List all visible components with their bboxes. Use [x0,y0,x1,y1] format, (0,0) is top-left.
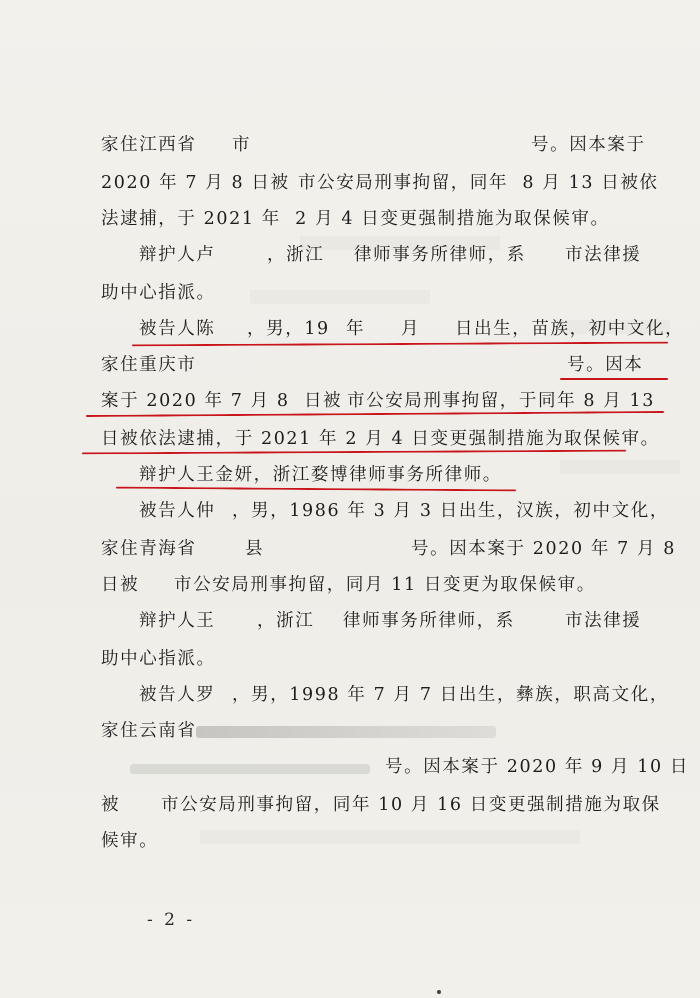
red-underline [82,450,626,455]
text-segment: 家住云南省 [101,721,197,741]
text-segment: 案于 2020 年 7 月 8 日被 [101,391,343,411]
text-segment: 市公安局刑事拘留，同月 11 日变更为取保候审。 [174,575,596,595]
body-line-9 [101,428,660,450]
body-line-20 [101,830,158,852]
text-segment: 律师事务所律师，系 [343,611,515,631]
text-segment: 市公安局刑事拘留，同年 8 月 13 日被依 [298,173,659,193]
text-segment: 被 [101,795,121,815]
text-segment: 辩护人王 [139,611,216,631]
text-segment: 市法律援 [565,245,642,265]
text-segment: 号。因本案于 [531,135,646,155]
text-segment: 律师事务所律师，系 [354,245,526,265]
text-segment: 家住江西省 [101,135,197,155]
text-segment: 号。因本 [567,355,644,375]
body-line-18 [385,756,689,778]
body-line-5 [101,282,216,304]
text-segment: ，男，19 [247,319,330,339]
text-segment: 月 [401,319,421,339]
text-segment: 2020 年 7 月 8 日被 [101,173,290,193]
text-segment: 县 [245,539,265,559]
text-segment: 号。因本案于 2020 年 9 月 10 日 [385,757,690,777]
text-segment: ，浙江 [257,611,315,631]
text-segment: 法逮捕，于 2021 年 2 月 4 日变更强制措施为取保候审。 [101,209,610,229]
body-line-15 [101,648,216,670]
text-segment: 家住青海省 [101,539,197,559]
text-segment: 家住重庆市 [101,355,197,375]
text-segment: 市公安局刑事拘留，于同年 8 月 13 [347,391,655,411]
body-line-17 [101,720,197,742]
text-segment: 辩护人王金妍，浙江婺博律师事务所律师。 [139,465,502,485]
red-underline [560,378,668,380]
scan-speck [437,990,441,994]
redaction-smudge [196,726,496,738]
text-segment: 候审。 [101,831,159,851]
page-number: - 2 - [147,910,196,930]
text-segment: 助中心指派。 [101,283,216,303]
redaction-smudge [130,764,370,774]
red-underline [116,487,516,492]
text-segment: 助中心指派。 [101,649,216,669]
bleed-through [200,830,580,844]
text-segment: 市 [232,135,252,155]
text-segment: 被告人罗 [139,685,216,705]
text-segment: 被告人陈 [139,319,216,339]
bleed-through [560,460,680,474]
bleed-through [250,290,430,304]
text-segment: 被告人仲 [139,501,216,521]
body-line-10 [139,464,502,486]
red-underline [132,342,668,347]
text-segment: 日被依法逮捕，于 2021 年 2 月 4 日变更强制措施为取保候审。 [101,429,660,449]
text-segment: 辩护人卢 [139,245,216,265]
text-segment: 日被 [101,575,140,595]
text-segment: ，男，1986 年 3 月 3 日出生，汉族，初中文化， [232,501,669,521]
text-segment: 年 [346,319,366,339]
text-segment: 日出生，苗族，初中文化， [455,319,685,339]
text-segment: 市公安局刑事拘留，同年 10 月 16 日变更强制措施为取保 [161,795,661,815]
text-segment: 市法律援 [565,611,642,631]
text-segment: 号。因本案于 2020 年 7 月 8 [411,539,677,559]
text-segment: ，男，1998 年 7 月 7 日出生，彝族，职高文化， [232,685,669,705]
body-line-3 [101,208,610,230]
text-segment: ，浙江 [267,245,325,265]
